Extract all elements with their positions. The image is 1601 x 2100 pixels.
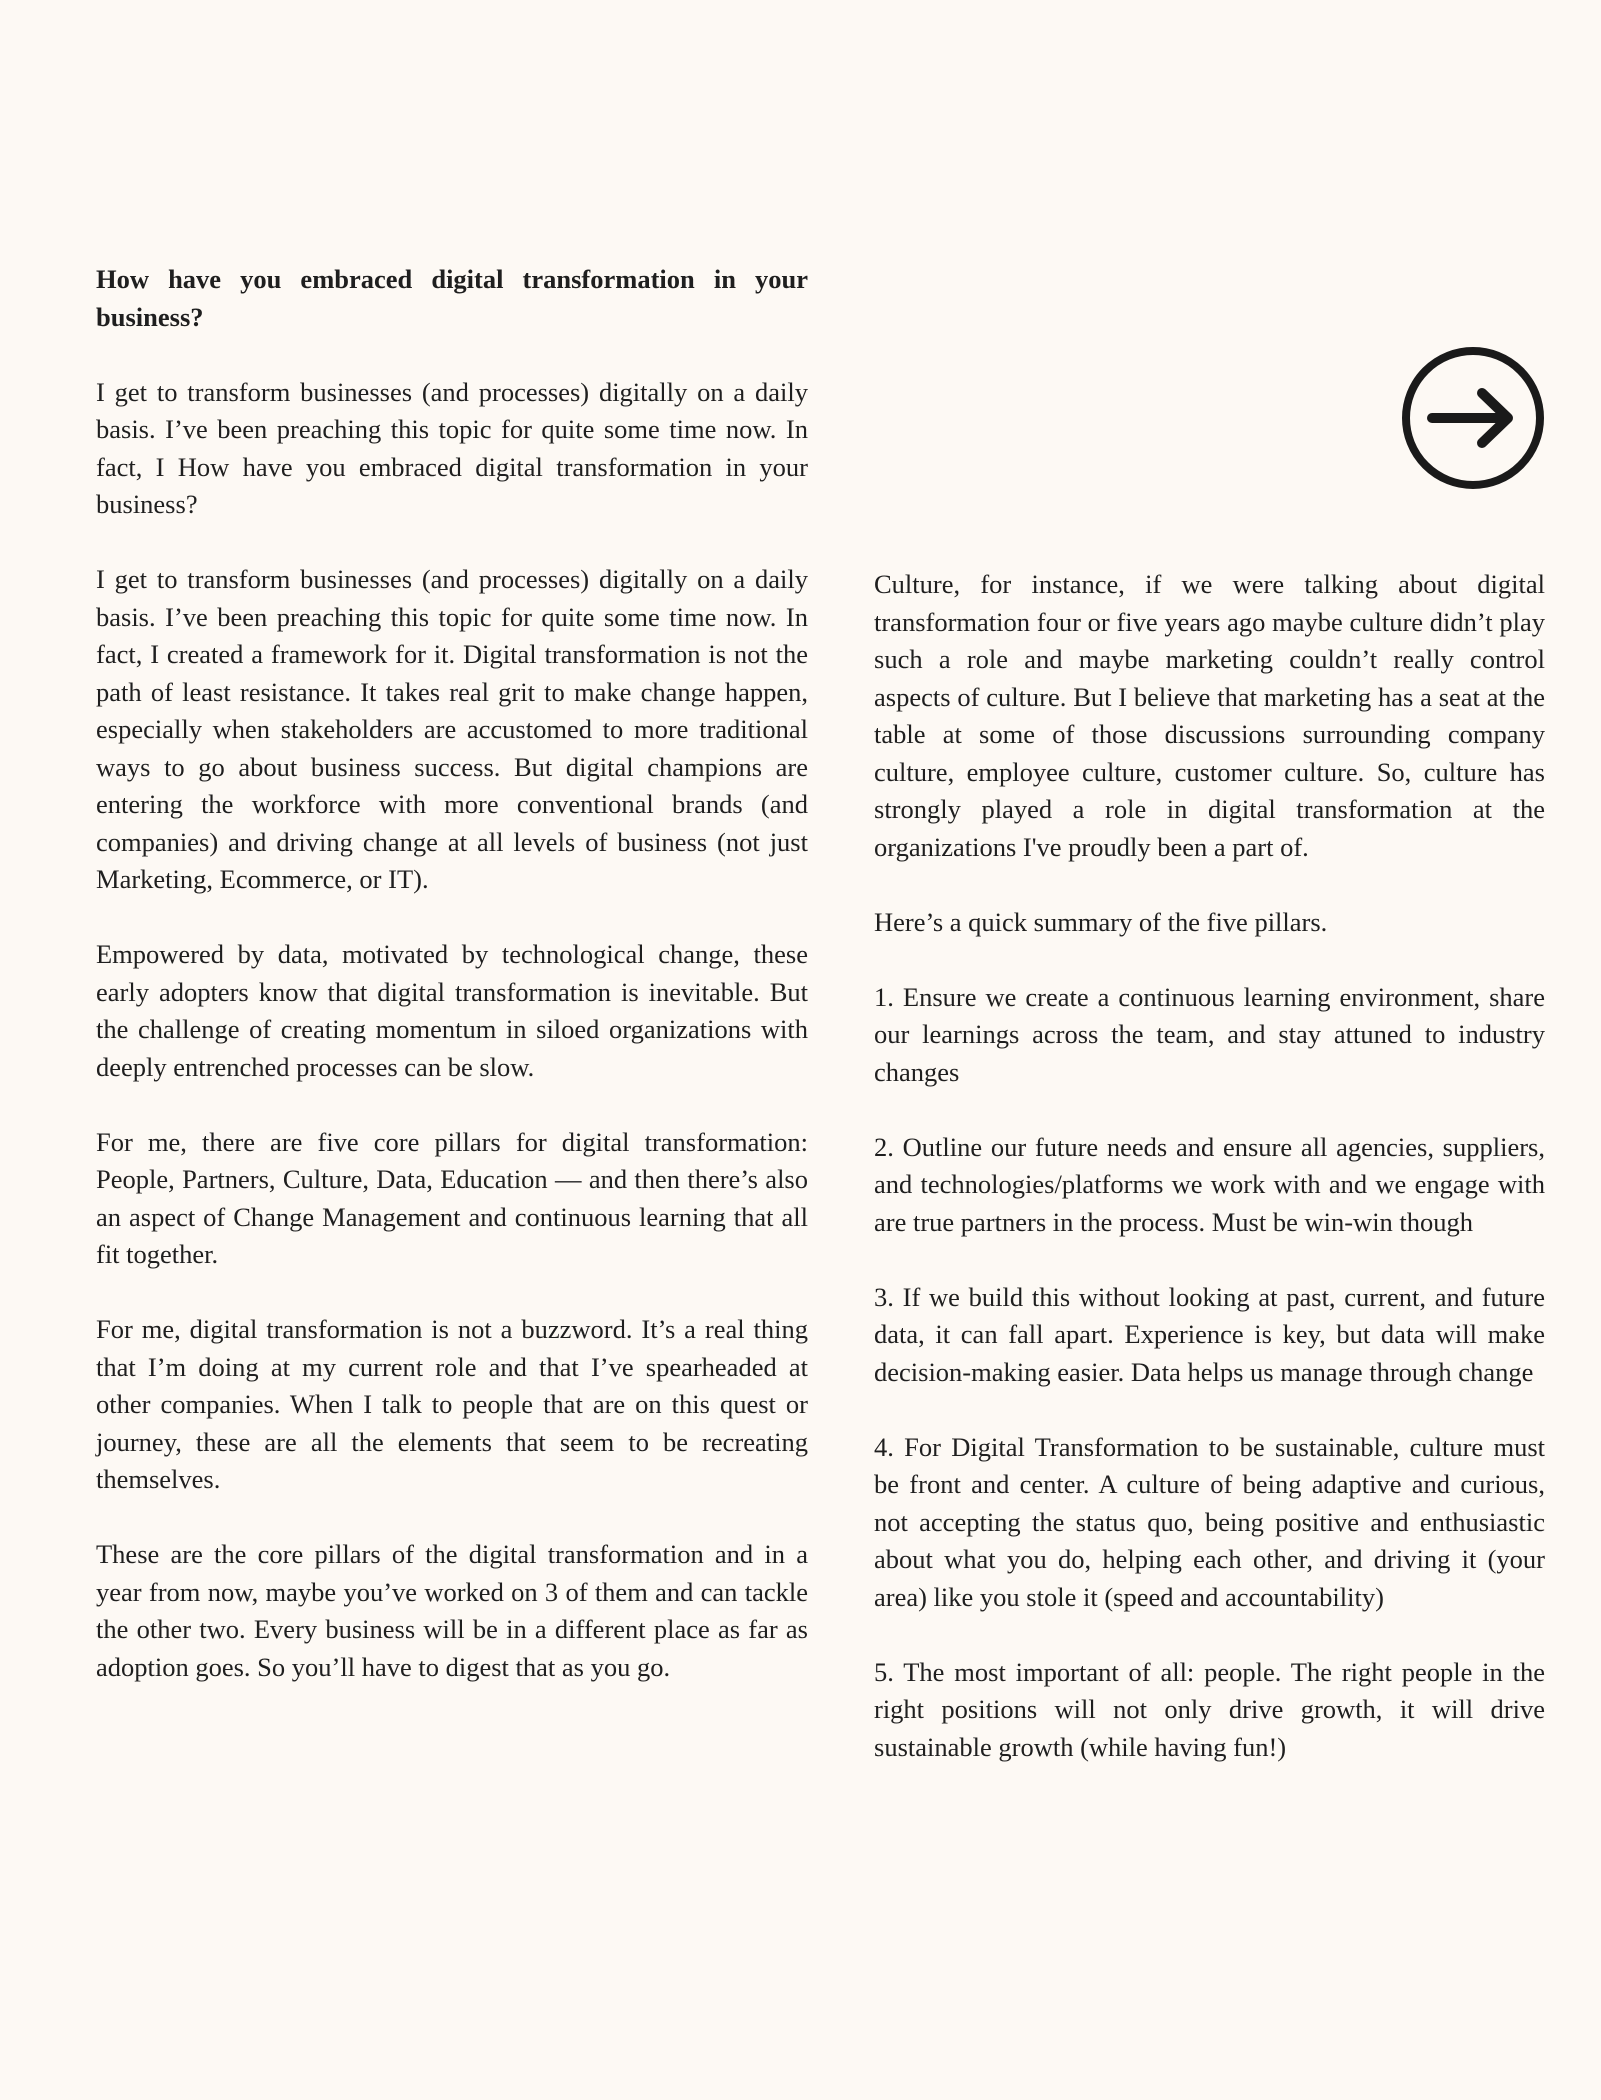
list-item: 5. The most important of all: people. The right people in the right positions will not only drive growth, it will drive sustainable growth (while having fun!) — [874, 1656, 1545, 1762]
right-column — [874, 566, 1545, 1766]
list-item: 4. For Digital Transformation to be sustainable, culture must be front and center. A culture of being adaptive and curious, not accepting the status quo, being positive and enthusiastic about what you do, helping each other, and driving it (your area) like you stole it (speed and accountability) — [874, 1431, 1545, 1612]
paragraph: Culture, for instance, if we were talking about digital transformation four or five years ago maybe culture didn’t play such a role and maybe marketing couldn’t really control aspects of culture. But I believe that marketing has a seat at the table at some of those discussions surrounding company culture, employee culture, customer culture. So, culture has strongly played a role in digital transformation at the organizations I've proudly been a part of. — [874, 569, 1545, 862]
paragraph: Empowered by data, motivated by technological change, these early adopters know that digital transformation is inevitable. But the challenge of creating momentum in siloed organizations with deeply entrenched processes can be slow. — [96, 939, 808, 1082]
paragraph: For me, there are five core pillars for digital transformation: People, Partners, Culture, Data, Education — and then there’s also an aspect of Change Management and continuous learning that all fit together. — [96, 1126, 808, 1269]
section-heading: How have you embraced digital transformation in your business? — [96, 264, 808, 332]
paragraph: Here’s a quick summary of the five pillars. — [874, 906, 1328, 937]
paragraph: I get to transform businesses (and processes) digitally on a daily basis. I’ve been preaching this topic for quite some time now. In fact, I How have you embraced digital transformation in your business? — [96, 376, 808, 519]
paragraph: For me, digital transformation is not a buzzword. It’s a real thing that I’m doing at my current role and that I’ve spearheaded at other companies. When I talk to people that are on this quest or journey, these are all the elements that seem to be recreating themselves. — [96, 1314, 808, 1494]
paragraph: I get to transform businesses (and processes) digitally on a daily basis. I’ve been preaching this topic for quite some time now. In fact, I created a framework for it. Digital transformation is not the path of least resistance. It takes real grit to make change happen, especially when stakeholders are accustomed to more traditional ways to go about business success. But digital champions are entering the workforce with more conventional brands (and companies) and driving change at all levels of business (not just Marketing, Ecommerce, or IT). — [96, 564, 808, 894]
arrow-right-circle-icon — [1400, 345, 1546, 491]
list-item: 2. Outline our future needs and ensure all agencies, suppliers, and technologies/platforms we work with and we engage with are true partners in the process. Must be win-win though — [874, 1131, 1545, 1237]
list-item: 3. If we build this without looking at past, current, and future data, it can fall apart. Experience is key, but data will make decision-making easier. Data helps us manage through change — [874, 1281, 1545, 1387]
next-page-button[interactable] — [1400, 345, 1546, 491]
paragraph: These are the core pillars of the digital transformation and in a year from now, maybe you’ve worked on 3 of them and can tackle the other two. Every business will be in a different place as far as adoption goes. So you’ll have to digest that as you go. — [96, 1539, 808, 1682]
list-item: 1. Ensure we create a continuous learning environment, share our learnings across the team, and stay attuned to industry changes — [874, 981, 1545, 1087]
left-column — [96, 261, 808, 1686]
